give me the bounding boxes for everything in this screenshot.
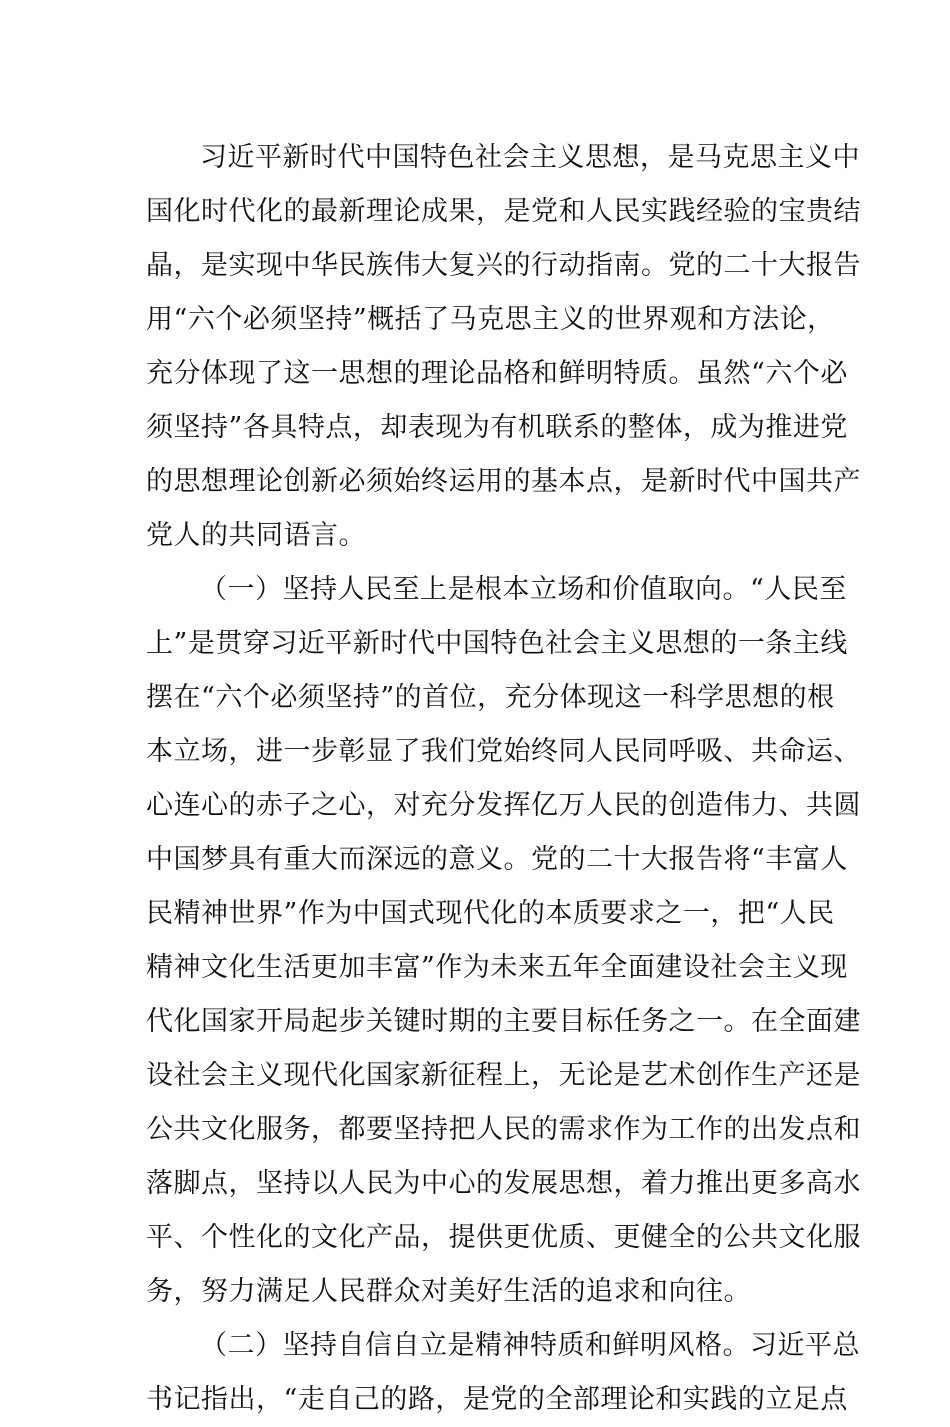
paragraph-1-line-6: 须 坚 持 ” 各 具 特 点 ， 却 表 现 为 有 机 联 系 的 整 体 ， 成 为 推 进 党 bbox=[146, 412, 848, 443]
paragraph-1-line-2: 国 化 时 代 化 的 最 新 理 论 成 果 ， 是 党 和 人 民 实 践 经 验 的 宝 贵 结 bbox=[146, 196, 861, 227]
paragraph-1-line-7: 的 思 想 理 论 创 新 必 须 始 终 运 用 的 基 本 点 ， 是 新 时 代 中 国 共 产 bbox=[146, 466, 861, 497]
document-body bbox=[146, 131, 861, 1427]
paragraph-2-line-5: 心 连 心 的 赤 子 之 心 ， 对 充 分 发 挥 亿 万 人 民 的 创 造 伟 力 、 共 圆 bbox=[146, 790, 861, 821]
paragraph-2-line-10: 设 社 会 主 义 现 代 化 国 家 新 征 程 上 ， 无 论 是 艺 术 创 作 生 产 还 是 bbox=[146, 1060, 861, 1091]
paragraph-2-line-9: 代 化 国 家 开 局 起 步 关 键 时 期 的 主 要 目 标 任 务 之 一 。 在 全 面 建 bbox=[146, 1006, 861, 1037]
paragraph-2-line-3: 摆 在 “ 六 个 必 须 坚 持 ” 的 首 位 ， 充 分 体 现 这 一 科 学 思 想 的 根 bbox=[146, 682, 835, 713]
paragraph-3-line-1: （ 二 ） 坚 持 自 信 自 立 是 精 神 特 质 和 鲜 明 风 格 。 习 近 平 总 bbox=[200, 1330, 860, 1361]
paragraph-1-line-4: 用 “ 六 个 必 须 坚 持 ” 概 括 了 马 克 思 主 义 的 世 界 观 和 方 法 论 ， bbox=[146, 304, 835, 335]
paragraph-2-line-2: 上 ” 是 贯 穿 习 近 平 新 时 代 中 国 特 色 社 会 主 义 思 想 的 一 条 主 线 bbox=[146, 628, 848, 659]
paragraph-1-line-1: 习 近 平 新 时 代 中 国 特 色 社 会 主 义 思 想 ， 是 马 克 思 主 义 中 bbox=[200, 142, 860, 173]
paragraph-2-line-14: 务，努力满足人民群众对美好生活的追求和向往。 bbox=[146, 1276, 751, 1307]
paragraph-1-line-5: 充 分 体 现 了 这 一 思 想 的 理 论 品 格 和 鲜 明 特 质 。 虽 然 “ 六 个 必 bbox=[146, 358, 848, 389]
paragraph-2-line-11: 公 共 文 化 服 务 ， 都 要 坚 持 把 人 民 的 需 求 作 为 工 作 的 出 发 点 和 bbox=[146, 1114, 861, 1145]
paragraph-2-line-4: 本 立 场 ， 进 一 步 彰 显 了 我 们 党 始 终 同 人 民 同 呼 吸 、 共 命 运 、 bbox=[146, 736, 861, 767]
paragraph-2-line-12: 落 脚 点 ， 坚 持 以 人 民 为 中 心 的 发 展 思 想 ， 着 力 推 出 更 多 高 水 bbox=[146, 1168, 861, 1199]
paragraph-2-line-8: 精 神 文 化 生 活 更 加 丰 富 ” 作 为 未 来 五 年 全 面 建 设 社 会 主 义 现 bbox=[146, 952, 848, 983]
paragraph-1-line-8: 党人的共同语言。 bbox=[146, 520, 366, 551]
paragraph-2-line-6: 中 国 梦 具 有 重 大 而 深 远 的 意 义 。 党 的 二 十 大 报 告 将 “ 丰 富 人 bbox=[146, 844, 848, 875]
paragraph-2-line-7: 民 精 神 世 界 ” 作 为 中 国 式 现 代 化 的 本 质 要 求 之 一 ， 把 “ 人 民 bbox=[146, 898, 835, 929]
paragraph-3-line-2: 书 记 指 出 ， “ 走 自 己 的 路 ， 是 党 的 全 部 理 论 和 实 践 的 立 足 点 bbox=[146, 1384, 848, 1415]
paragraph-2-line-13: 平 、 个 性 化 的 文 化 产 品 ， 提 供 更 优 质 、 更 健 全 的 公 共 文 化 服 bbox=[146, 1222, 861, 1253]
paragraph-2-line-1: （ 一 ） 坚 持 人 民 至 上 是 根 本 立 场 和 价 值 取 向 。 “ 人 民 至 bbox=[200, 574, 847, 605]
paragraph-1-line-3: 晶 ， 是 实 现 中 华 民 族 伟 大 复 兴 的 行 动 指 南 。 党 的 二 十 大 报 告 bbox=[146, 250, 861, 281]
